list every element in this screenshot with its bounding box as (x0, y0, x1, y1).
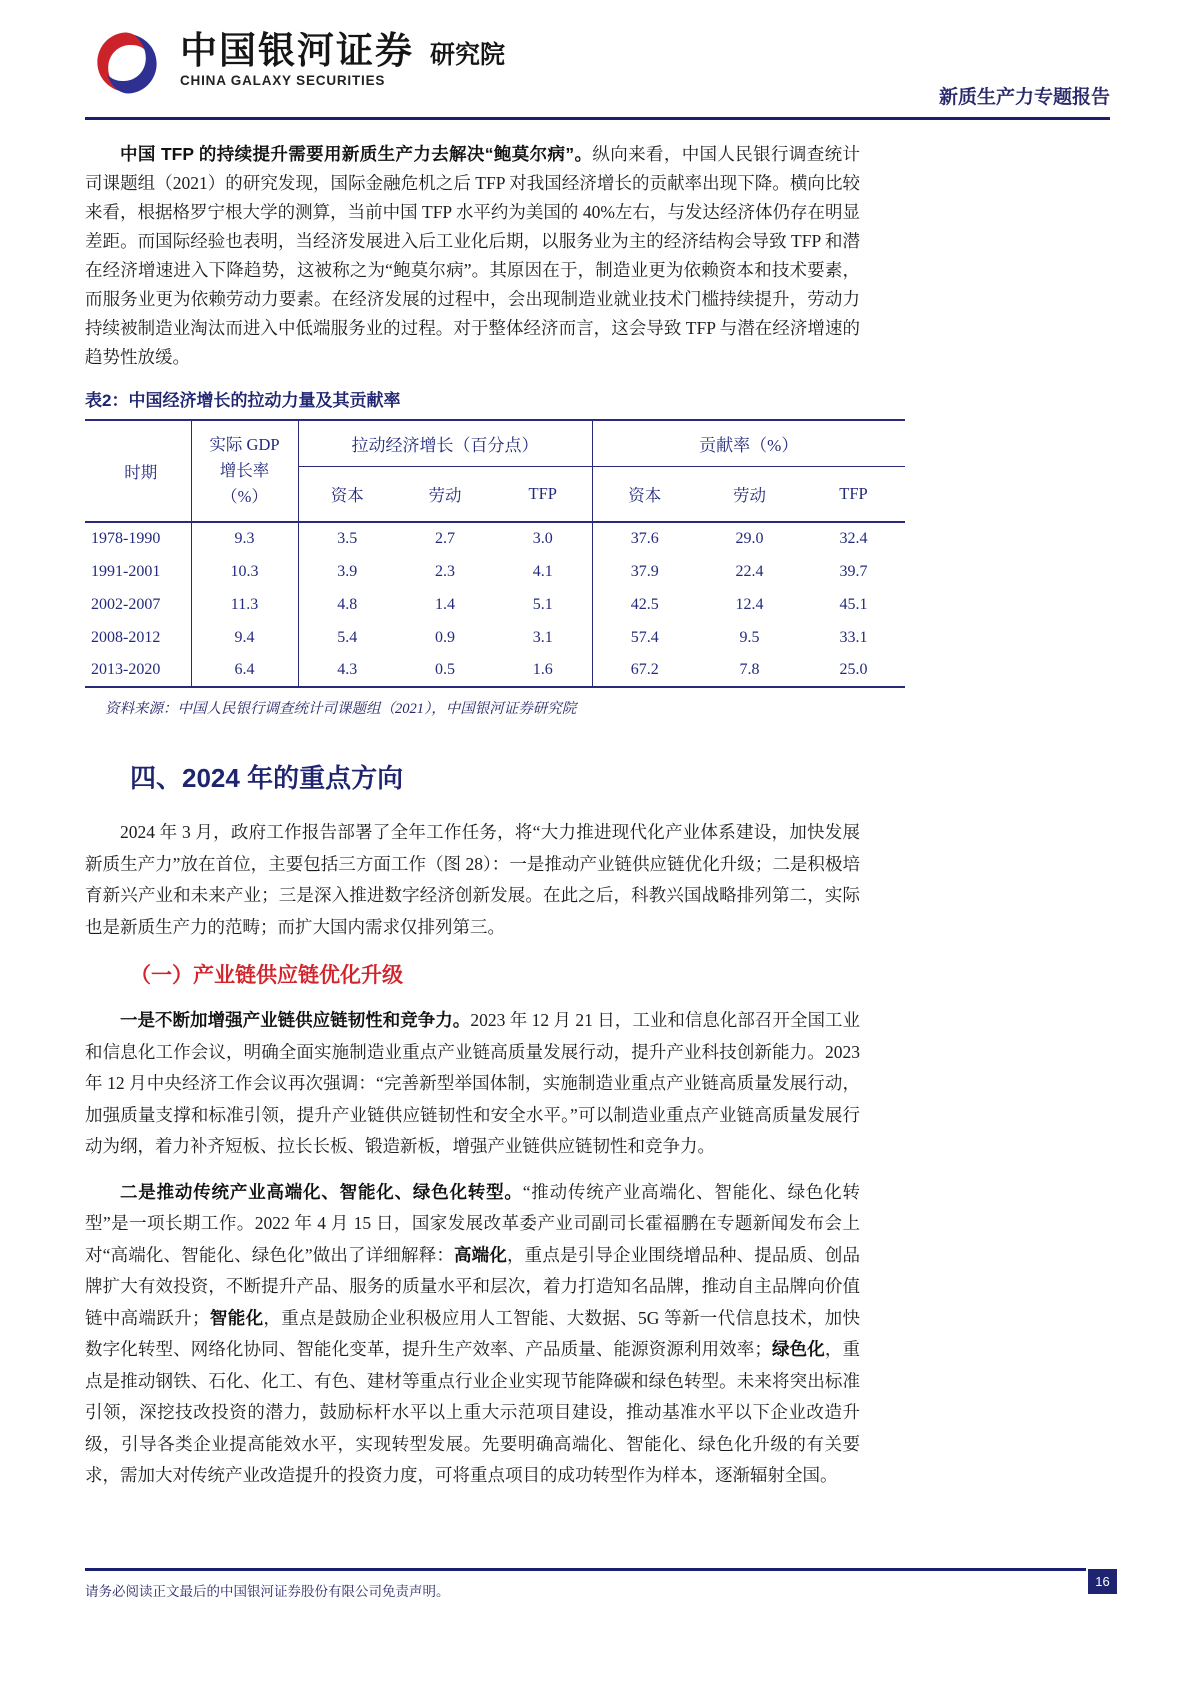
table-header-period: 时期 (85, 420, 191, 522)
table-cell: 12.4 (735, 595, 764, 613)
table-cell: 0.9 (435, 628, 455, 646)
subsection-heading: （一）产业链供应链优化升级 (130, 963, 403, 987)
keyword-intelligent: 智能化 (209, 1307, 264, 1328)
table-cell: 25.0 (839, 661, 868, 678)
table-header-gdp-line2: 增长率 (219, 461, 270, 480)
section-intro-paragraph: 2024 年 3 月，政府工作报告部署了全年工作任务，将“大力推进现代化产业体系建设，加快发展新质生产力”放在首位，主要包括三方面工作（图 28）：一是推动产业链供应链优化升级；二是积极培育新兴产业和未来产业；三是深入推进数字经济创新发展。在此之后，科教兴国战略排列第二，实际也是新质生产力的范畴；而扩大国内需求仅排列第三。 (85, 822, 860, 937)
table-cell: 42.5 (630, 595, 659, 613)
paragraph-tfp-body: 纵向来看，中国人民银行调查统计司课题组（2021）的研究发现，国际金融危机之后 TFP 对我国经济增长的贡献率出现下降。横向比较来看，根据格罗宁根大学的测算，当前中国 TFP 水平约为美国的 40%左右，与发达经济体仍存在明显差距。而国际经验也表明，当经济发展进入后工业化后期，以服务业为主的经济结构会导致 TFP 和潜在经济增速进入下降趋势，这被称之为“鲍莫尔病”。其原因在于，制造业更为依赖资本和技术要素，而服务业更为依赖劳动力要素。在经济发展的过程中，会出现制造业就业技术门槛持续提升，劳动力持续被制造业淘汰而进入中低端服务业的过程。对于整体经济而言，这会导致 TFP 与潜在经济增速的趋势性放缓。 (85, 144, 860, 367)
brand-suffix: 研究院 (430, 40, 506, 69)
table-row (85, 621, 905, 654)
paragraph-two-text: ，重点是引导企业围绕增品种、提品质、创品牌扩大有效投资，不断提升产品、服务的质量水平和层次，着力打造知名品牌，推动自主品牌向价值链中高端跃升； (85, 1244, 861, 1328)
table-header-gdp-line1: 实际 GDP (209, 435, 280, 454)
table-cell: 3.5 (337, 530, 358, 547)
table-cell: 37.6 (630, 530, 659, 547)
footer-rule (85, 1568, 1086, 1571)
table-cell: 9.3 (191, 522, 298, 555)
page-header-brand (88, 24, 505, 102)
table-cell: 1.6 (494, 654, 592, 687)
table-row (85, 555, 905, 588)
table-cell: 9.4 (191, 621, 298, 654)
table-cell: 3.0 (494, 522, 592, 555)
table-subheader: TFP (494, 466, 592, 522)
table-cell: 11.3 (191, 588, 298, 621)
table-cell: 37.9 (630, 562, 659, 580)
paragraph-one (85, 1005, 860, 1163)
table-cell: 32.4 (839, 530, 868, 547)
table-cell: 1978-1990 (85, 522, 191, 555)
section-heading: 四、2024 年的重点方向 (130, 763, 404, 793)
table-cell: 1.4 (435, 595, 455, 613)
table-cell: 7.8 (739, 661, 760, 678)
table-cell: 22.4 (735, 562, 764, 580)
table-subheader: 资本 (592, 466, 697, 522)
table-source-note: 资料来源：中国人民银行调查统计司课题组（2021），中国银河证券研究院 (105, 701, 577, 717)
table-group-pull: 拉动经济增长（百分点） (298, 420, 592, 466)
table-cell: 5.4 (337, 628, 358, 646)
galaxy-logo-icon (88, 24, 166, 102)
brand-name-en: CHINA GALAXY SECURITIES (180, 73, 386, 88)
table-subheader: 资本 (298, 466, 396, 522)
table-subheader: 劳动 (697, 466, 802, 522)
table-cell: 3.1 (494, 621, 592, 654)
table-cell: 33.1 (839, 628, 868, 646)
report-tag: 新质生产力专题报告 (938, 87, 1110, 108)
table-cell: 4.8 (337, 595, 358, 613)
paragraph-two (85, 1177, 860, 1492)
paragraph-two-text: ，重点是鼓励企业积极应用人工智能、大数据、5G 等新一代信息技术，加快数字化转型、网络化协同、智能化变革，提升生产效率、产品质量、能源资源利用效率； (85, 1307, 861, 1359)
table-subheader: TFP (802, 466, 905, 522)
economy-growth-table (85, 419, 905, 688)
table-header-gdp (191, 420, 298, 522)
table-group-contribution: 贡献率（%） (592, 420, 905, 466)
table-cell: 10.3 (191, 555, 298, 588)
table-cell: 2008-2012 (85, 621, 191, 654)
table-cell: 4.1 (494, 555, 592, 588)
table-cell: 57.4 (630, 628, 659, 646)
table-cell: 0.5 (435, 661, 455, 678)
table-cell: 45.1 (839, 595, 868, 613)
table-cell: 2013-2020 (85, 654, 191, 687)
paragraph-one-lead: 一是不断加增强产业链供应链韧性和竞争力。 (120, 1010, 471, 1030)
table-cell: 1991-2001 (85, 555, 191, 588)
table-header-gdp-line3: （%） (221, 487, 268, 506)
paragraph-two-text: ，重点是推动钢铁、石化、化工、有色、建材等重点行业企业实现节能降碳和绿色转型。未来将突出标准引领，深挖技改投资的潜力，鼓励标杆水平以上重大示范项目建设，推动基准水平以下企业改造升级，引导各类企业提高能效水平，实现转型发展。先要明确高端化、智能化、绿色化升级的有关要求，需加大对传统产业改造提升的投资力度，可将重点项目的成功转型作为样本，逐渐辐射全国。 (85, 1339, 861, 1485)
table-cell: 2.3 (435, 562, 455, 580)
table-row (85, 654, 905, 687)
table-cell: 5.1 (494, 588, 592, 621)
table-block (85, 386, 868, 718)
paragraph-tfp (85, 140, 860, 372)
table-row (85, 522, 905, 555)
main-content (85, 140, 868, 1492)
paragraph-one-body: 2023 年 12 月 21 日，工业和信息化部召开全国工业和信息化工作会议，明确全面实施制造业重点产业链高质量发展行动，提升产业科技创新能力。2023 年 12 月中央经济工作会议再次强调：“完善新型举国体制，实施制造业重点产业链高质量发展行动，加强质量支撑和标准引领，提升产业链供应链韧性和安全水平。”可以制造业重点产业链高质量发展行动为纲，着力补齐短板、拉长长板、锻造新板，增强产业链供应链韧性和竞争力。 (85, 1010, 861, 1156)
page-number-badge: 16 (1088, 1569, 1117, 1594)
header-rule (85, 117, 1110, 120)
paragraph-two-lead: 二是推动传统产业高端化、智能化、绿色化转型。 (120, 1181, 523, 1202)
footer-disclaimer: 请务必阅读正文最后的中国银河证券股份有限公司免责声明。 (85, 1584, 450, 1599)
table-cell: 9.5 (739, 628, 760, 646)
table-subheader: 劳动 (396, 466, 494, 522)
table-cell: 3.9 (337, 562, 358, 580)
paragraph-two-text: “推动传统产业高端化、智能化、绿色化转型”是一项长期工作。2022 年 4 月 15 日，国家发展改革委产业司副司长霍福鹏在专题新闻发布会上对“高端化、智能化、绿色化”做出了详细解释： (85, 1181, 860, 1265)
paragraph-tfp-lead: 中国 TFP 的持续提升需要用新质生产力去解决“鲍莫尔病”。 (120, 144, 593, 164)
table-cell: 6.4 (191, 654, 298, 687)
table-cell: 39.7 (839, 562, 868, 580)
keyword-high-end: 高端化 (454, 1244, 507, 1265)
table-cell: 29.0 (735, 530, 764, 547)
keyword-green: 绿色化 (771, 1339, 825, 1359)
table-title: 表2：中国经济增长的拉动力量及其贡献率 (85, 391, 401, 410)
table-cell: 4.3 (337, 661, 358, 678)
table-row (85, 588, 905, 621)
table-cell: 67.2 (630, 661, 659, 678)
brand-text (180, 24, 505, 88)
brand-name-cn: 中国银河证券 (180, 30, 414, 71)
table-cell: 2.7 (435, 530, 455, 547)
table-cell: 2002-2007 (85, 588, 191, 621)
